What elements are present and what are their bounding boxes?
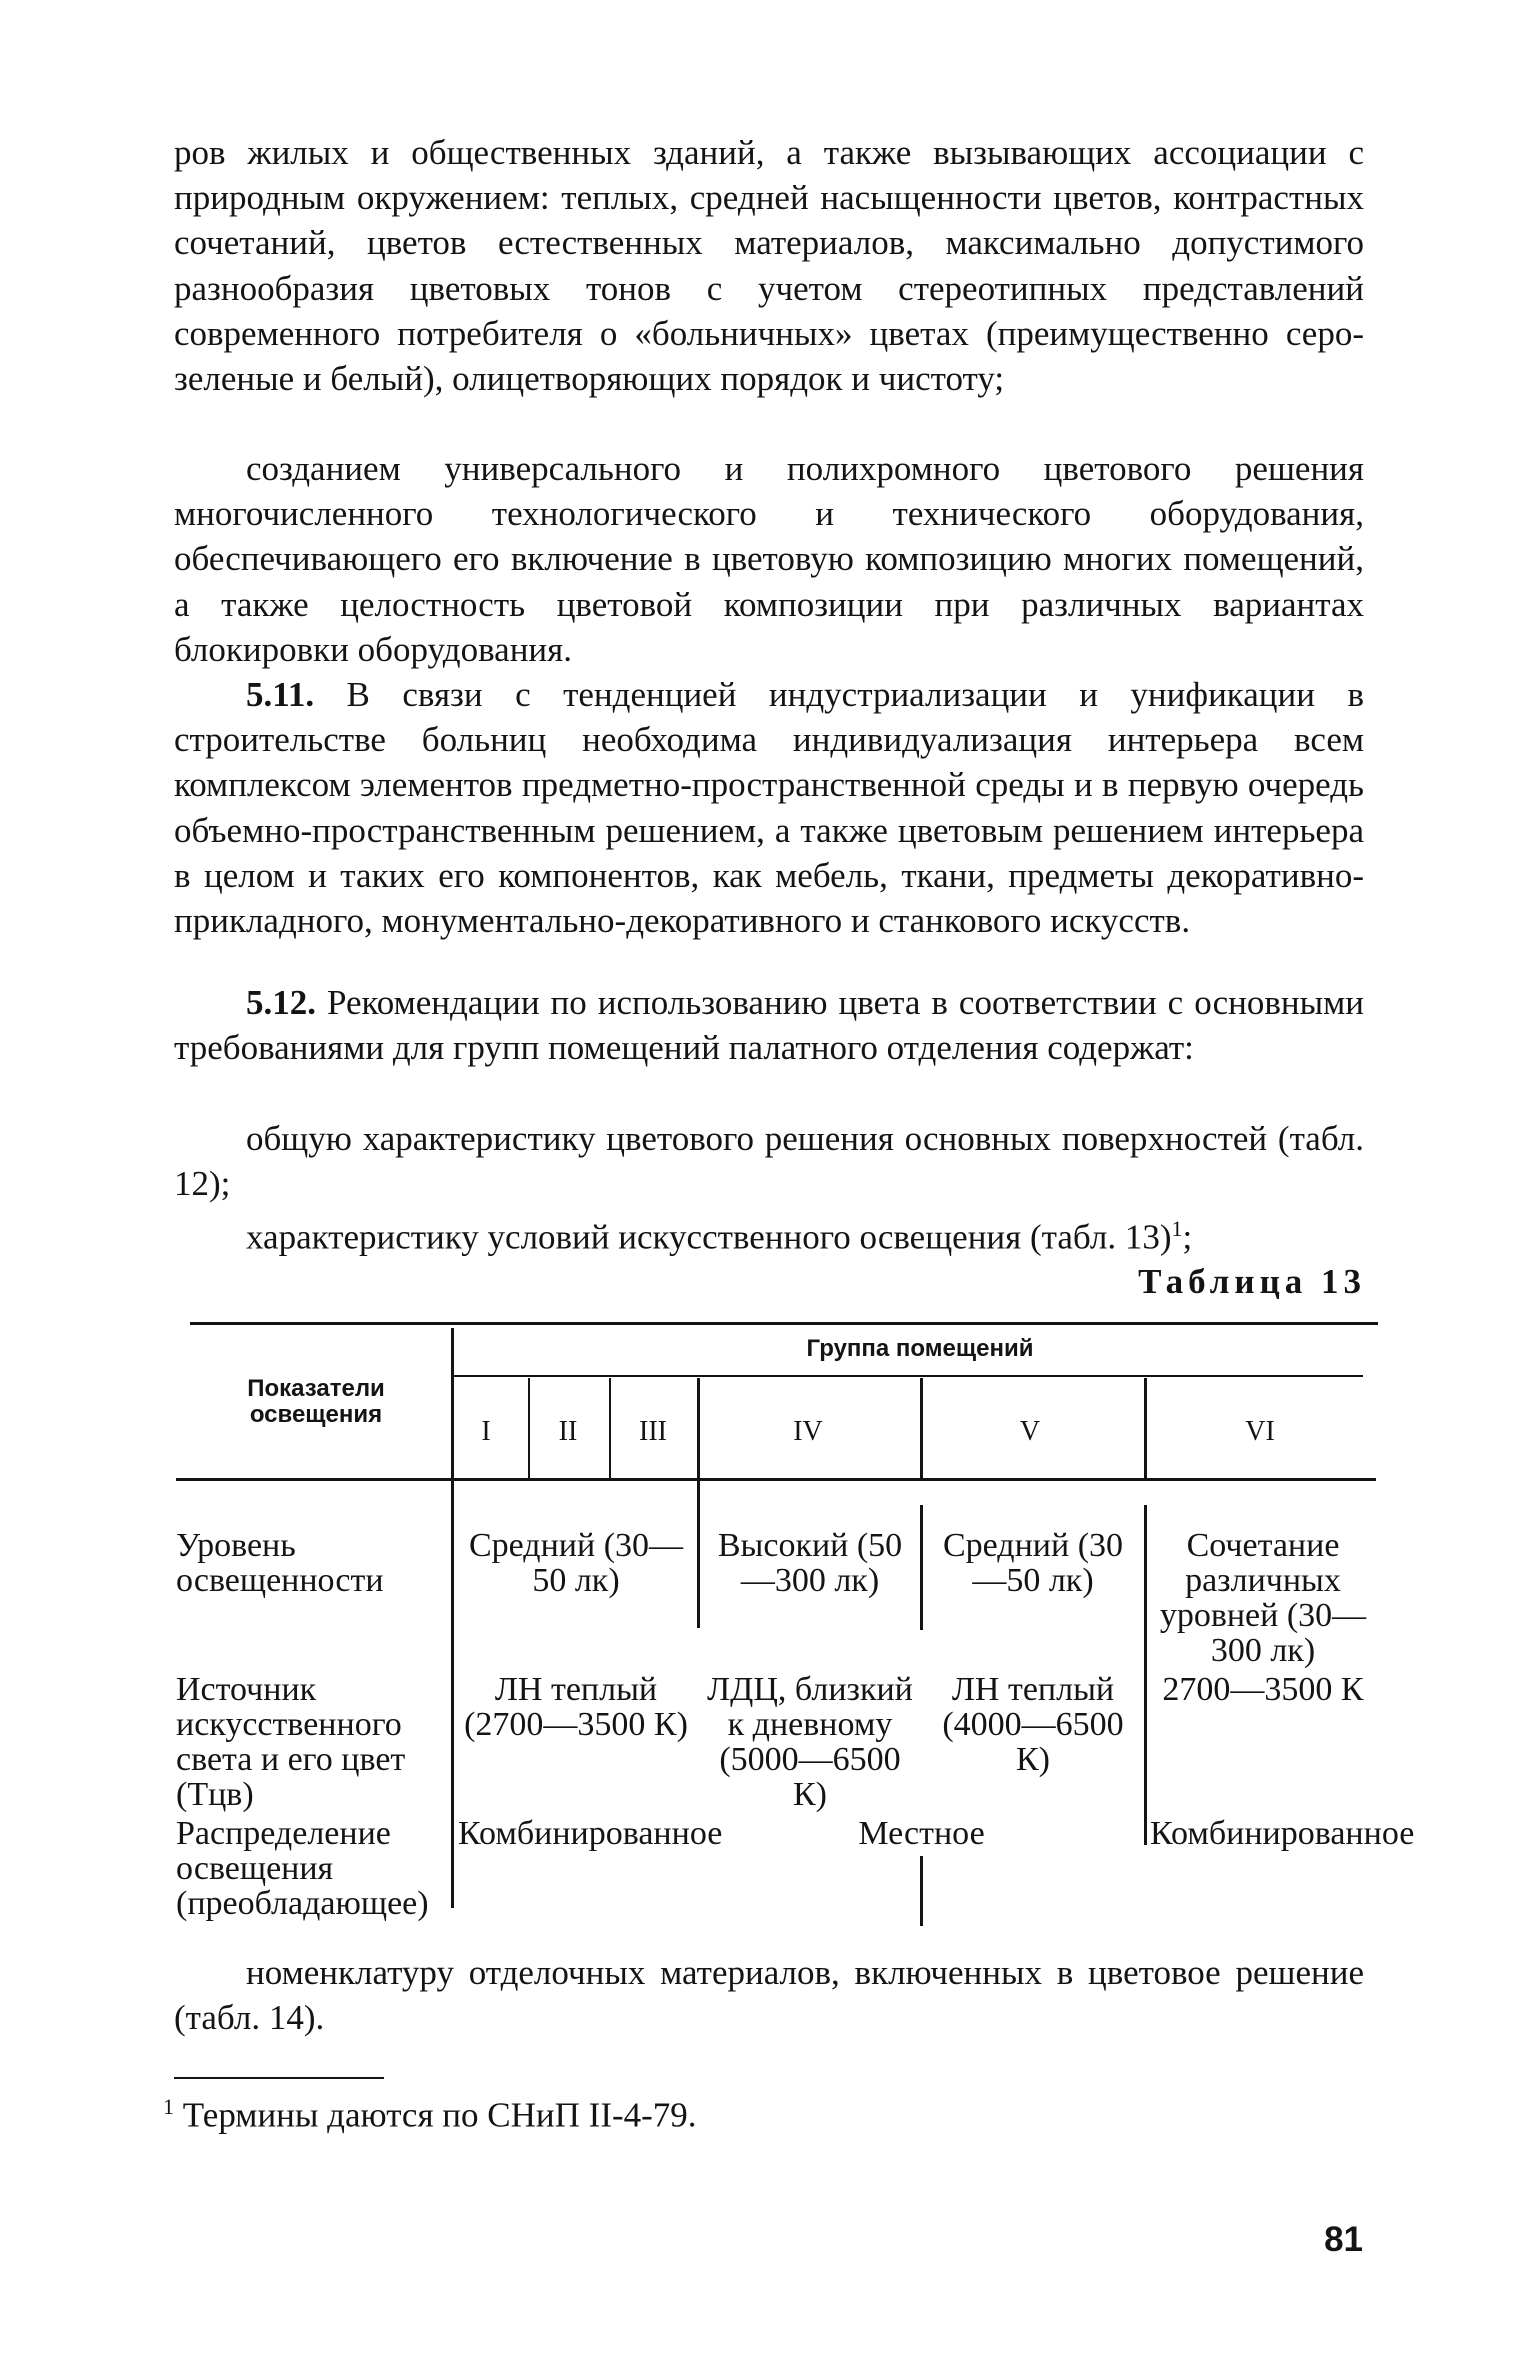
group-col-I: I bbox=[481, 1416, 491, 1447]
group-col-VI: VI bbox=[1245, 1416, 1275, 1447]
cell-source-I-III: ЛН теплый (2700—3500 К) bbox=[464, 1671, 688, 1743]
footnote-rule bbox=[174, 2077, 384, 2079]
paragraph-table-13: характеристику условий искусственного освещения (табл. 13)$^1$; bbox=[246, 1216, 1193, 1257]
group-col-IV: IV bbox=[793, 1416, 823, 1447]
col-divider-4-5-lower bbox=[920, 1505, 923, 1630]
cell-source-VI: 2700—3500 К bbox=[1162, 1671, 1364, 1708]
row-header-divider bbox=[451, 1328, 454, 1908]
paragraph-continuation: ров жилых и общественных зданий, а также вызывающих ассоциации с природным окружением: теплых, средней насыщенности цветов, контрастных сочетаний, цветов естественных материалов, максимально допустимого разнообразия цветовых тонов с учетом стереотипных представлений современного потребителя о «больничных» цветах (преимущественно серо-зеленые и белый), олицетворяющих порядок и чистоту; bbox=[174, 133, 1364, 399]
col-divider-2-3 bbox=[609, 1378, 611, 1478]
paragraph-text: Рекомендации по использованию цвета в соответствии с основными требованиями для групп помещений палатного отделения содержат: bbox=[174, 983, 1364, 1068]
footnote-text: Термины даются по СНиП II-4-79. bbox=[182, 2095, 697, 2135]
header-bottom-rule bbox=[176, 1478, 1376, 1481]
cell-level-IV: Высокий (50—300 лк) bbox=[717, 1527, 903, 1599]
paragraph-5-12 bbox=[174, 980, 1364, 1070]
col-divider-5-6-lower bbox=[1144, 1505, 1147, 1845]
row-label-level: Уровень освещенности bbox=[176, 1527, 384, 1599]
section-number: 5.11. bbox=[246, 675, 315, 714]
group-header-label: Группа помещений bbox=[806, 1335, 1034, 1362]
page-number: 81 bbox=[1324, 2220, 1363, 2259]
cell-distribution-I-III: Комбинированное bbox=[458, 1815, 723, 1852]
row-label-source: Источник искусственного света и его цвет (Тцв) bbox=[176, 1671, 406, 1813]
paragraph-text: В связи с тенденцией индустриализации и унификации в строительстве больниц необходима индивидуализация интерьера всем комплексом элементов предметно-пространственной среды и в первую очередь объемно-пространственным решением, а также цветовым решением интерьера в целом и таких его компонентов, как мебель, ткани, предметы декоративно-прикладного, монументально-декоративного и станкового искусств. bbox=[174, 675, 1364, 941]
cell-source-IV: ЛДЦ, близкий к дневному (5000—6500 К) bbox=[707, 1671, 913, 1813]
col-divider-4-5 bbox=[920, 1378, 923, 1478]
col-divider-4-5-bottom bbox=[920, 1856, 923, 1926]
row-header-label: Показатели освещения bbox=[247, 1375, 385, 1428]
cell-level-V: Средний (30—50 лк) bbox=[942, 1527, 1124, 1599]
section-number: 5.12. bbox=[246, 983, 316, 1022]
cell-level-I-III: Средний (30—50 лк) bbox=[468, 1527, 684, 1599]
cell-distribution-VI: Комбинированное bbox=[1150, 1815, 1415, 1852]
paragraph-5-11 bbox=[174, 672, 1364, 943]
paragraph-text: характеристику условий искусственного освещения (табл. 13) bbox=[246, 1217, 1172, 1257]
footnote bbox=[163, 2094, 697, 2136]
table-top-rule bbox=[190, 1322, 1378, 1325]
col-divider-1-2 bbox=[528, 1378, 530, 1478]
paragraph-table-14: номенклатуру отделочных материалов, включенных в цветовое решение (табл. 14). bbox=[174, 1953, 1364, 2038]
group-col-V: V bbox=[1019, 1416, 1041, 1447]
paragraph-table-12: общую характеристику цветового решения основных поверхностей (табл. 12); bbox=[174, 1119, 1364, 1204]
group-header-rule bbox=[453, 1375, 1363, 1377]
group-col-II: II bbox=[558, 1416, 578, 1447]
footnote-mark: 1 bbox=[1171, 1216, 1183, 1241]
row-label-distribution: Распределение освещения (преобладающее) bbox=[176, 1815, 429, 1922]
cell-source-V: ЛН теплый (4000—6500 К) bbox=[942, 1671, 1124, 1778]
group-col-III: III bbox=[639, 1416, 667, 1447]
paragraph-polychrome: созданием универсального и полихромного цветового решения многочисленного технологического и технического оборудования, обеспечивающего его включение в цветовую композицию многих помещений, а также целостность цветовой композиции при различных вариантах блокировки оборудования. bbox=[174, 449, 1364, 669]
cell-distribution-IV-V: Местное bbox=[858, 1815, 985, 1852]
table-caption: Таблица 13 bbox=[1138, 1262, 1366, 1301]
footnote-mark: 1 bbox=[163, 2094, 174, 2119]
col-divider-5-6 bbox=[1144, 1378, 1147, 1478]
col-divider-3-4 bbox=[697, 1378, 700, 1628]
cell-level-VI: Сочетание различных уровней (30—300 лк) bbox=[1159, 1527, 1367, 1669]
